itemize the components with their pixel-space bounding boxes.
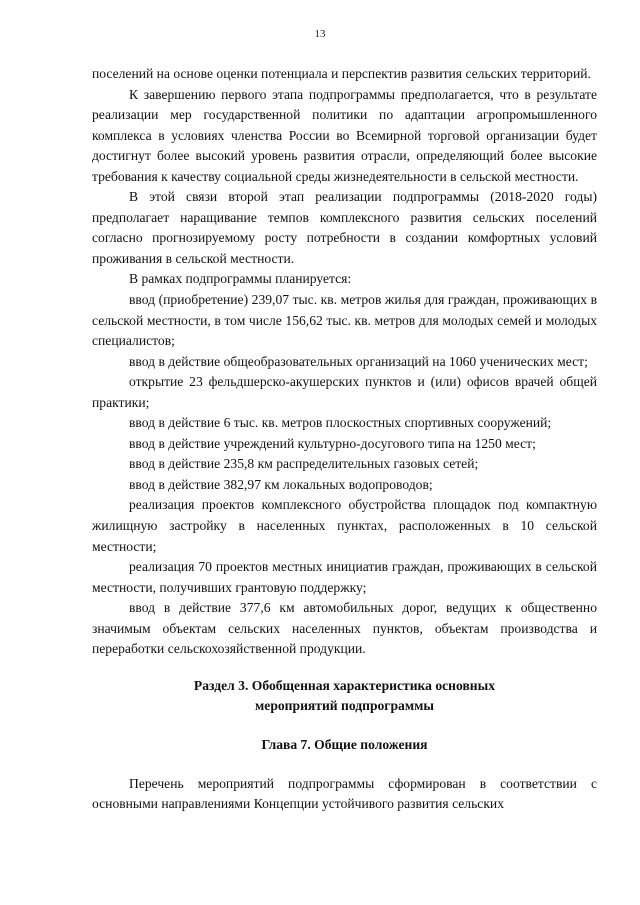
- spacer: [92, 660, 597, 676]
- list-item-water: ввод в действие 382,97 км локальных водопроводов;: [129, 476, 433, 492]
- spacer: [92, 717, 597, 735]
- section-heading-line2: мероприятий подпрограммы: [255, 698, 434, 714]
- paragraph-first-stage: К завершению первого этапа подпрограммы предполагается, что в результате реализации мер государственной политики по адаптации агропромышленного комплекса в условиях членства России во Всемирной торговой организации будет достигнут более высокий уровень развития отрасли, определяющий более высокие требования к качеству социальной среды жизнедеятельности в сельской местности.: [92, 86, 597, 184]
- paragraph-measures-list: Перечень мероприятий подпрограммы сформирован в соответствии с основными направлениями Концепции устойчивого развития сельских: [92, 775, 597, 812]
- list-item-housing: ввод (приобретение) 239,07 тыс. кв. метров жилья для граждан, проживающих в сельской местности, в том числе 156,62 тыс. кв. метров для молодых семей и молодых специалистов;: [92, 292, 597, 349]
- chapter-heading: Глава 7. Общие положения: [261, 736, 428, 752]
- section-heading-line1: Раздел 3. Обобщенная характеристика основных: [193, 677, 496, 693]
- page-number: 13: [314, 28, 326, 40]
- list-item-housing-sites: реализация проектов комплексного обустройства площадок под компактную жилищную застройку в населенных пунктах, расположенных в 10 сельской местности;: [92, 497, 597, 554]
- list-item-sports: ввод в действие 6 тыс. кв. метров плоскостных спортивных сооружений;: [129, 415, 552, 431]
- list-item-gas: ввод в действие 235,8 км распределительных газовых сетей;: [129, 456, 479, 472]
- list-item-local-initiatives: реализация 70 проектов местных инициатив граждан, проживающих в сельской местности, получивших грантовую поддержку;: [92, 559, 597, 595]
- spacer: [92, 756, 597, 774]
- paragraph-planned-intro: В рамках подпрограммы планируется:: [129, 271, 352, 287]
- document-body: [92, 64, 597, 815]
- list-item-schools: ввод в действие общеобразовательных организаций на 1060 ученических мест;: [129, 353, 588, 369]
- list-item-roads: ввод в действие 377,6 км автомобильных дорог, ведущих к общественно значимым объектам сельских населенных пунктов, объектам производства и переработки сельскохозяйственной продукции.: [92, 600, 597, 657]
- paragraph-second-stage: В этой связи второй этап реализации подпрограммы (2018-2020 годы) предполагает наращивание темпов комплексного развития сельских поселений согласно прогнозируемому росту потребности в создании комфортных условий проживания в сельской местности.: [92, 189, 597, 266]
- list-item-medical: открытие 23 фельдшерско-акушерских пунктов и (или) офисов врачей общей практики;: [92, 374, 597, 410]
- paragraph-continuation: поселений на основе оценки потенциала и перспектив развития сельских территорий.: [92, 66, 591, 81]
- list-item-culture: ввод в действие учреждений культурно-досугового типа на 1250 мест;: [129, 435, 536, 451]
